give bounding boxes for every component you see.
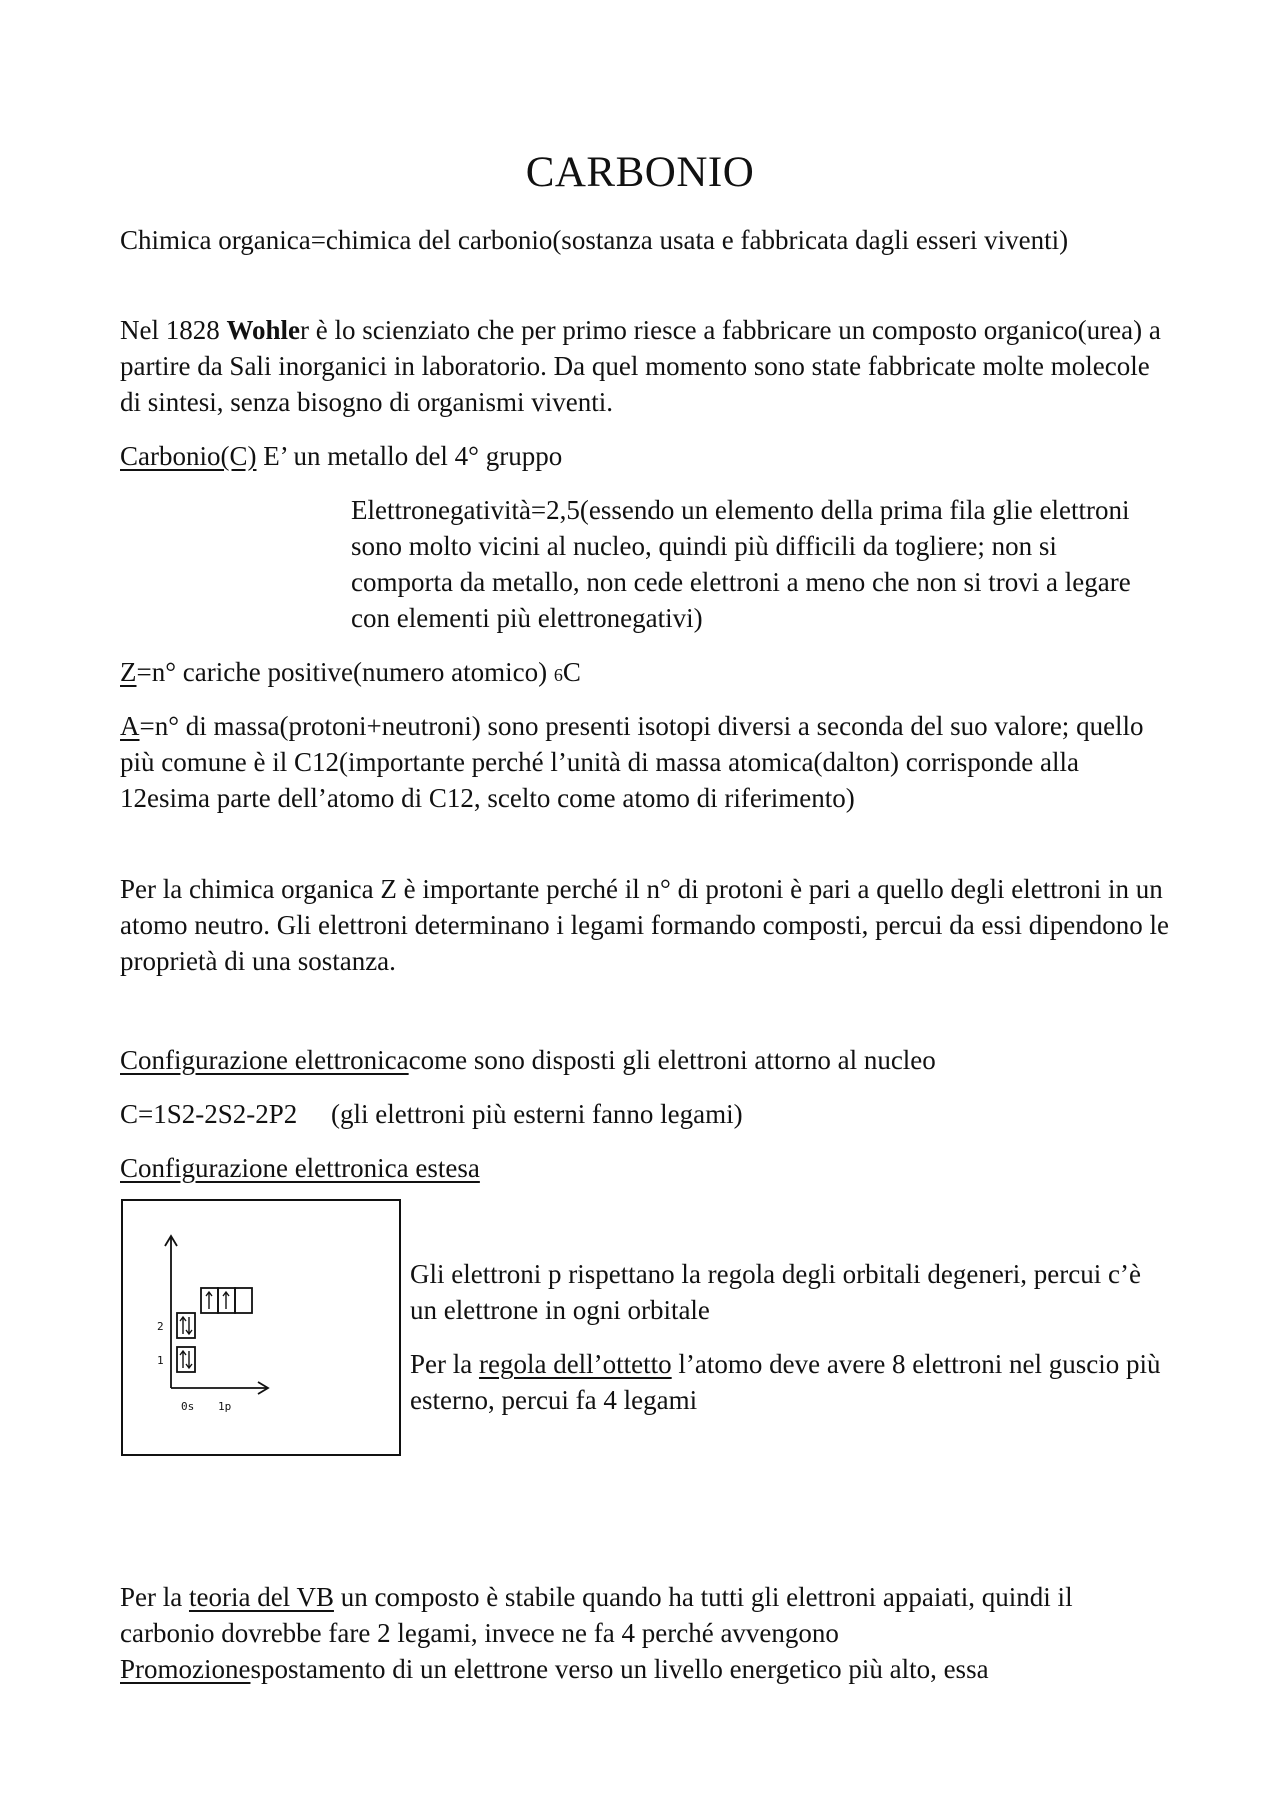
subscript-number: 6 xyxy=(553,665,563,685)
electron-up-arrow xyxy=(223,1292,229,1309)
orbital-box-2p-z xyxy=(235,1288,252,1313)
paragraph-a xyxy=(120,708,1170,816)
paragraph-z xyxy=(120,654,1170,693)
electron-up-arrow xyxy=(206,1292,212,1309)
paragraph-text: r è lo scienziato che per primo riesce a fabbricare un composto organico(urea) a partire da Sali inorganici in laboratorio. Da quel momento sono state fabbricate molte molecole di sintesi, senza bisogno di organismi viventi. xyxy=(120,315,1161,417)
x-tick-label: 1p xyxy=(218,1400,232,1413)
paragraph-degenerate xyxy=(410,1256,1170,1328)
paragraph-vb xyxy=(120,1579,1170,1651)
paragraph-text: come sono disposti gli elettroni attorno al nucleo xyxy=(408,1045,936,1075)
paragraph-definition xyxy=(120,222,1170,258)
paragraph-promotion xyxy=(120,1651,1170,1687)
octet-rule: regola dell’ottetto xyxy=(478,1349,672,1379)
paragraph-text: un composto è stabile quando ha tutti gli elettroni appaiati, quindi il carbonio dovrebbe fare 2 legami, invece ne fa 4 perché avvengono xyxy=(120,1582,1073,1648)
paragraph-text: Nel 1828 xyxy=(120,315,227,345)
element-symbol: C xyxy=(562,657,581,687)
paragraph-text: =n° cariche positive(numero atomico) xyxy=(136,657,554,687)
paragraph-text: Per la xyxy=(410,1349,479,1379)
x-tick-label: 0s xyxy=(181,1400,195,1413)
paragraph-text: l’atomo deve avere 8 elettroni nel guscio più esterno, percui fa 4 legami xyxy=(410,1349,1161,1415)
config-heading: Configurazione elettronica xyxy=(120,1045,409,1075)
promotion-heading: Promozione xyxy=(120,1654,251,1684)
electron-down-arrow xyxy=(186,1317,192,1334)
electron-up-arrow xyxy=(180,1317,186,1334)
orbital-diagram-svg xyxy=(123,1201,399,1454)
paragraph-text: =n° di massa(protoni+neutroni) sono presenti isotopi diversi a seconda del suo valore; quello più comune è il C12(importante perché l’unità di massa atomica(dalton) corrisponde alla 12esima parte dell’atomo di C12, scelto come atomo di riferimento) xyxy=(120,711,1144,813)
paragraph-octet xyxy=(410,1346,1170,1418)
paragraph-carbonio xyxy=(120,438,1170,474)
paragraph-text: E’ un metallo del 4° gruppo xyxy=(256,441,563,471)
paragraph-text: Chimica organica=chimica del carbonio(sostanza usata e fabbricata dagli esseri viventi) xyxy=(120,225,1069,255)
paragraph-text: Elettronegatività=2,5(essendo un elemento della prima fila glie elettroni sono molto vicini al nucleo, quindi più difficili da togliere; non si comporta da metallo, non cede elettroni a meno che non si trovi a legare con elementi più elettronegativi) xyxy=(351,495,1131,633)
electron-down-arrow xyxy=(186,1351,192,1368)
y-tick-label: 2 xyxy=(157,1320,164,1333)
page-title: CARBONIO xyxy=(525,149,755,196)
extended-config-heading: Configurazione elettronica estesa xyxy=(120,1153,480,1183)
y-tick-label: 1 xyxy=(157,1354,164,1367)
paragraph-formula xyxy=(120,1096,1170,1132)
paragraph-wohler xyxy=(120,312,1170,420)
vb-theory: teoria del VB xyxy=(188,1582,334,1612)
paragraph-text: Per la chimica organica Z è importante perché il n° di protoni è pari a quello degli elettroni in un atomo neutro. Gli elettroni determinano i legami formando composti, percui da essi dipendono le proprietà di una sostanza. xyxy=(120,874,1169,976)
paragraph-text: spostamento di un elettrone verso un livello energetico più alto, essa xyxy=(250,1654,989,1684)
orbital-diagram xyxy=(121,1199,401,1456)
paragraph-text: Gli elettroni p rispettano la regola degli orbitali degeneri, percui c’è un elettrone in ogni orbitale xyxy=(410,1259,1141,1325)
a-label: A xyxy=(120,711,140,741)
paragraph-organic-z xyxy=(120,871,1170,979)
paragraph-extended xyxy=(120,1150,1170,1186)
wohler-name: Wohle xyxy=(226,315,300,345)
paragraph-text: C=1S2-2S2-2P2 (gli elettroni più esterni fanno legami) xyxy=(120,1099,743,1129)
paragraph-config xyxy=(120,1042,1170,1078)
orbital-box-2s xyxy=(177,1313,195,1338)
orbital-box-1s xyxy=(177,1347,195,1372)
z-label: Z xyxy=(120,657,137,687)
paragraph-electronegativity xyxy=(351,492,1131,636)
electron-up-arrow xyxy=(180,1351,186,1368)
paragraph-text: Per la xyxy=(120,1582,189,1612)
carbonio-heading: Carbonio(C) xyxy=(120,441,257,471)
